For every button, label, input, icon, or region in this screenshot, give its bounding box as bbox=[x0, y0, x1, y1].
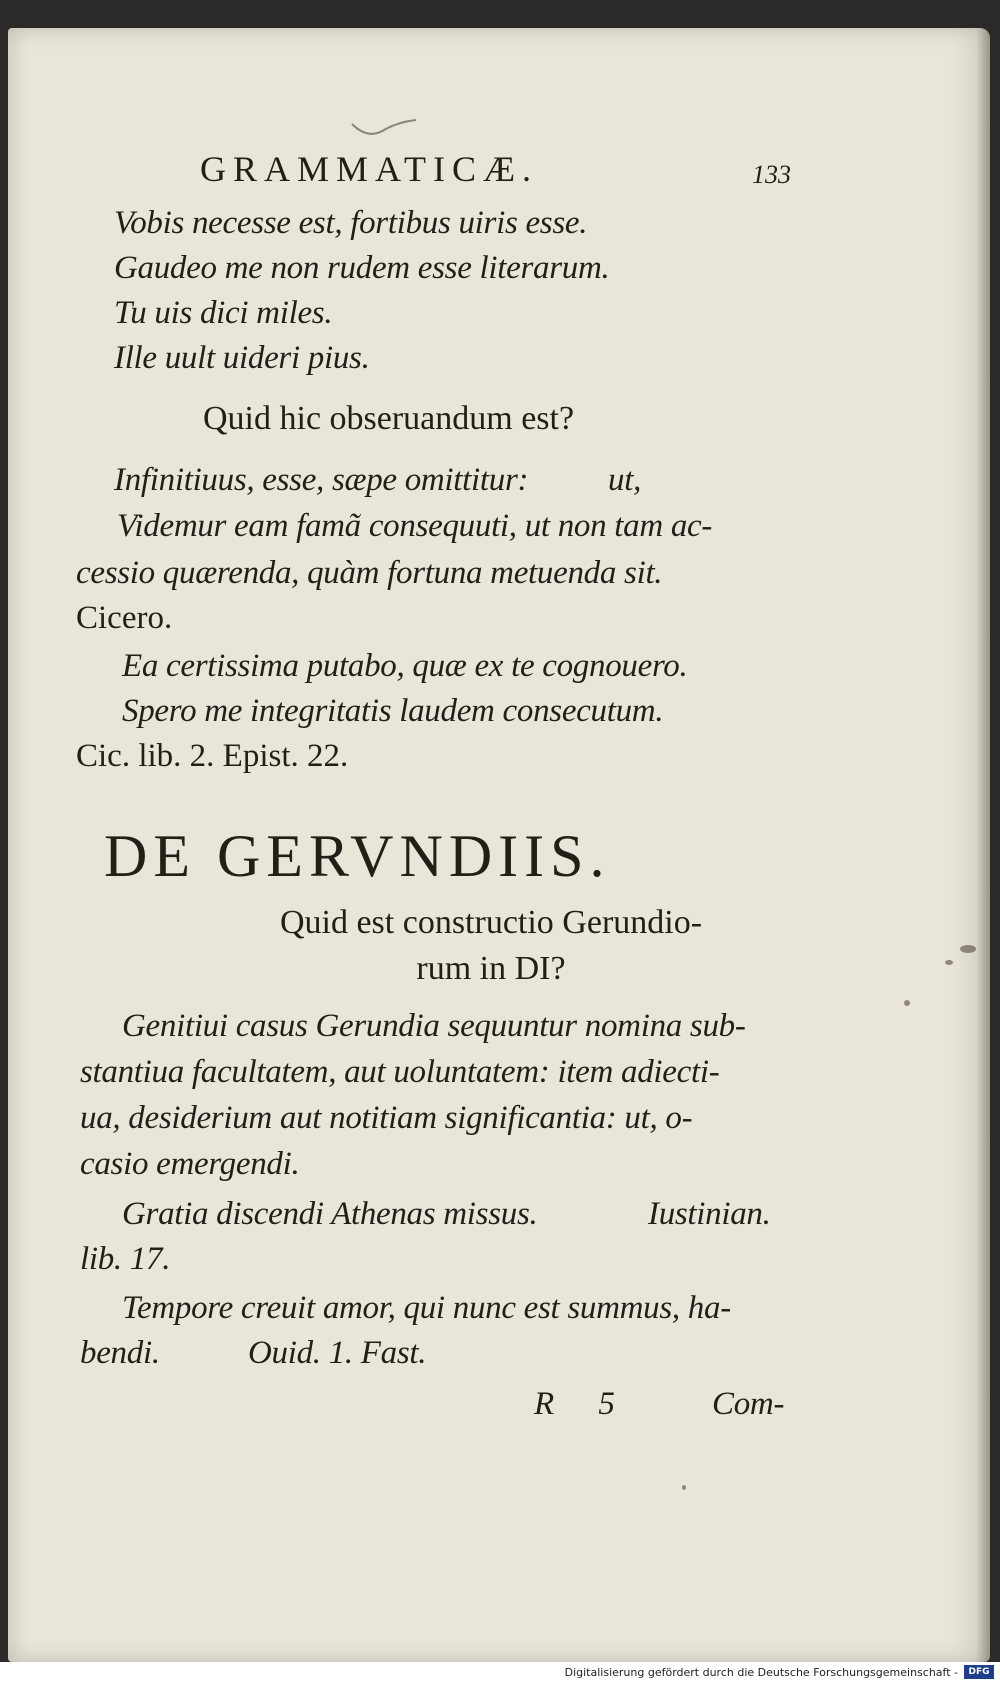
text-line: Ea certissima putabo, quæ ex te cognouero. bbox=[122, 648, 688, 684]
page-edge-shadow bbox=[976, 28, 990, 1662]
text-line: Ouid. 1. Fast. bbox=[248, 1335, 427, 1371]
question-heading: Quid est constructio Gerundio- bbox=[279, 904, 703, 941]
text-line: Tu uis dici miles. bbox=[114, 295, 333, 331]
text-line: Gratia discendi Athenas missus. bbox=[122, 1196, 538, 1232]
text-line: cessio quærenda, quàm fortuna metuenda sit. bbox=[76, 555, 663, 591]
text-line: Iustinian. bbox=[648, 1196, 771, 1232]
paper-stain bbox=[960, 945, 976, 953]
text-line: bendi. bbox=[80, 1335, 160, 1371]
running-head: GRAMMATICÆ. bbox=[200, 149, 539, 189]
text-line: Tempore creuit amor, qui nunc est summus, ha- bbox=[122, 1290, 731, 1326]
text-line: stantiua facultatem, aut uoluntatem: item adiecti- bbox=[80, 1054, 720, 1090]
text-line: ua, desiderium aut notitiam significantia: ut, o- bbox=[80, 1100, 693, 1136]
catchword: Com- bbox=[712, 1386, 785, 1422]
question-heading: rum in DI? bbox=[416, 950, 566, 987]
paper-stain bbox=[904, 1000, 910, 1006]
dfg-logo: DFG bbox=[964, 1665, 994, 1679]
paper-stain bbox=[682, 1485, 686, 1490]
text-line: Vobis necesse est, fortibus uiris esse. bbox=[114, 205, 588, 241]
signature-mark: R 5 bbox=[534, 1386, 633, 1422]
section-heading: DE GERVNDIIS. bbox=[104, 823, 611, 889]
text-line: ut, bbox=[608, 462, 642, 498]
text-line: Infinitiuus, esse, sæpe omittitur: bbox=[114, 462, 529, 498]
page-number: 133 bbox=[752, 160, 791, 189]
text-line: Cicero. bbox=[76, 600, 173, 636]
question-heading: Quid hic obseruandum est? bbox=[203, 400, 575, 437]
text-line: lib. 17. bbox=[80, 1241, 171, 1277]
attribution-text: Digitalisierung gefördert durch die Deutsche Forschungsgemeinschaft - bbox=[564, 1666, 958, 1679]
text-line: Gaudeo me non rudem esse literarum. bbox=[114, 250, 610, 286]
text-line: Spero me integritatis laudem consecutum. bbox=[122, 693, 664, 729]
text-line: Ille uult uideri pius. bbox=[114, 340, 370, 376]
text-line: Genitiui casus Gerundia sequuntur nomina sub- bbox=[122, 1008, 746, 1044]
text-line: casio emergendi. bbox=[80, 1146, 300, 1182]
text-line: Videmur eam famã consequuti, ut non tam ac- bbox=[117, 508, 713, 544]
paper-stain bbox=[945, 960, 953, 965]
decorative-flourish-icon bbox=[350, 118, 420, 144]
text-line: Cic. lib. 2. Epist. 22. bbox=[76, 738, 349, 774]
